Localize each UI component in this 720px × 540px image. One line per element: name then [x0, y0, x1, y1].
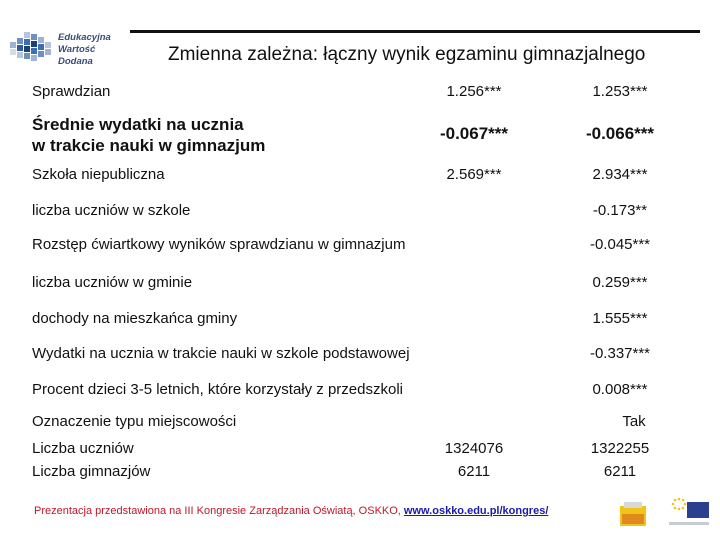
- row-label: Sprawdzian: [32, 83, 111, 100]
- row-label: Szkoła niepubliczna: [32, 166, 165, 183]
- row-value-model-2: 1.555***: [592, 310, 648, 327]
- row-label-line-1: Średnie wydatki na ucznia: [32, 115, 244, 134]
- logo-line-2: Wartość: [58, 44, 96, 55]
- edukacyjna-wartosc-dodana-logo: [8, 28, 120, 82]
- row-value-model-2: 1322255: [590, 440, 650, 457]
- row-value-model-2: 2.934***: [592, 166, 648, 183]
- row-label: Rozstęp ćwiartkowy wyników sprawdzianu w gimnazjum: [32, 236, 406, 253]
- row-value-model-1: 6211: [457, 463, 491, 480]
- row-value-model-2: -0.173**: [592, 202, 648, 219]
- logo-mosaic-icon: [8, 28, 56, 78]
- row-label: Liczba uczniów: [32, 440, 134, 457]
- row-value-model-1: 2.569***: [446, 166, 502, 183]
- row-value-model-2: 0.259***: [592, 274, 648, 291]
- row-label: [32, 114, 265, 156]
- row-label: dochody na mieszkańca gminy: [32, 310, 238, 327]
- logo-line-1: Edukacyjna: [58, 32, 111, 43]
- row-label: Wydatki na ucznia w trakcie nauki w szkole podstawowej: [32, 345, 410, 362]
- row-value-model-2: -0.045***: [589, 236, 651, 253]
- row-value-model-2: -0.337***: [589, 345, 651, 362]
- ckl-logo-icon: [618, 500, 648, 530]
- row-value-model-1: 1324076: [444, 440, 504, 457]
- row-label-line-2: w trakcie nauki w gimnazjum: [32, 136, 266, 155]
- title-rule: [130, 30, 700, 33]
- logo-text: [58, 32, 111, 68]
- row-label: liczba uczniów w szkole: [32, 202, 191, 219]
- row-value-model-2: -0.066***: [585, 124, 655, 143]
- row-label: Liczba gimnazjów: [32, 463, 151, 480]
- row-value-model-1: 1.256***: [446, 83, 502, 100]
- slide-title: Zmienna zależna: łączny wynik egzaminu gimnazjalnego: [168, 44, 646, 65]
- row-value-model-2: 6211: [603, 463, 637, 480]
- row-value-model-2: Tak: [622, 413, 646, 430]
- footer-note: [34, 505, 548, 517]
- footer-text: Prezentacja przedstawiona na III Kongresie Zarządzania Oświatą, OSKKO,: [34, 505, 404, 517]
- efs-logo-icon: [665, 496, 713, 530]
- row-label: Procent dzieci 3-5 letnich, które korzystały z przedszkoli: [32, 381, 403, 398]
- logo-line-3: Dodana: [58, 56, 93, 67]
- row-value-model-2: 1.253***: [592, 83, 648, 100]
- row-value-model-2: 0.008***: [592, 381, 648, 398]
- row-value-model-1: -0.067***: [439, 124, 509, 143]
- row-label: Oznaczenie typu miejscowości: [32, 413, 237, 430]
- kongres-link[interactable]: www.oskko.edu.pl/kongres/: [403, 505, 549, 517]
- row-label: liczba uczniów w gminie: [32, 274, 193, 291]
